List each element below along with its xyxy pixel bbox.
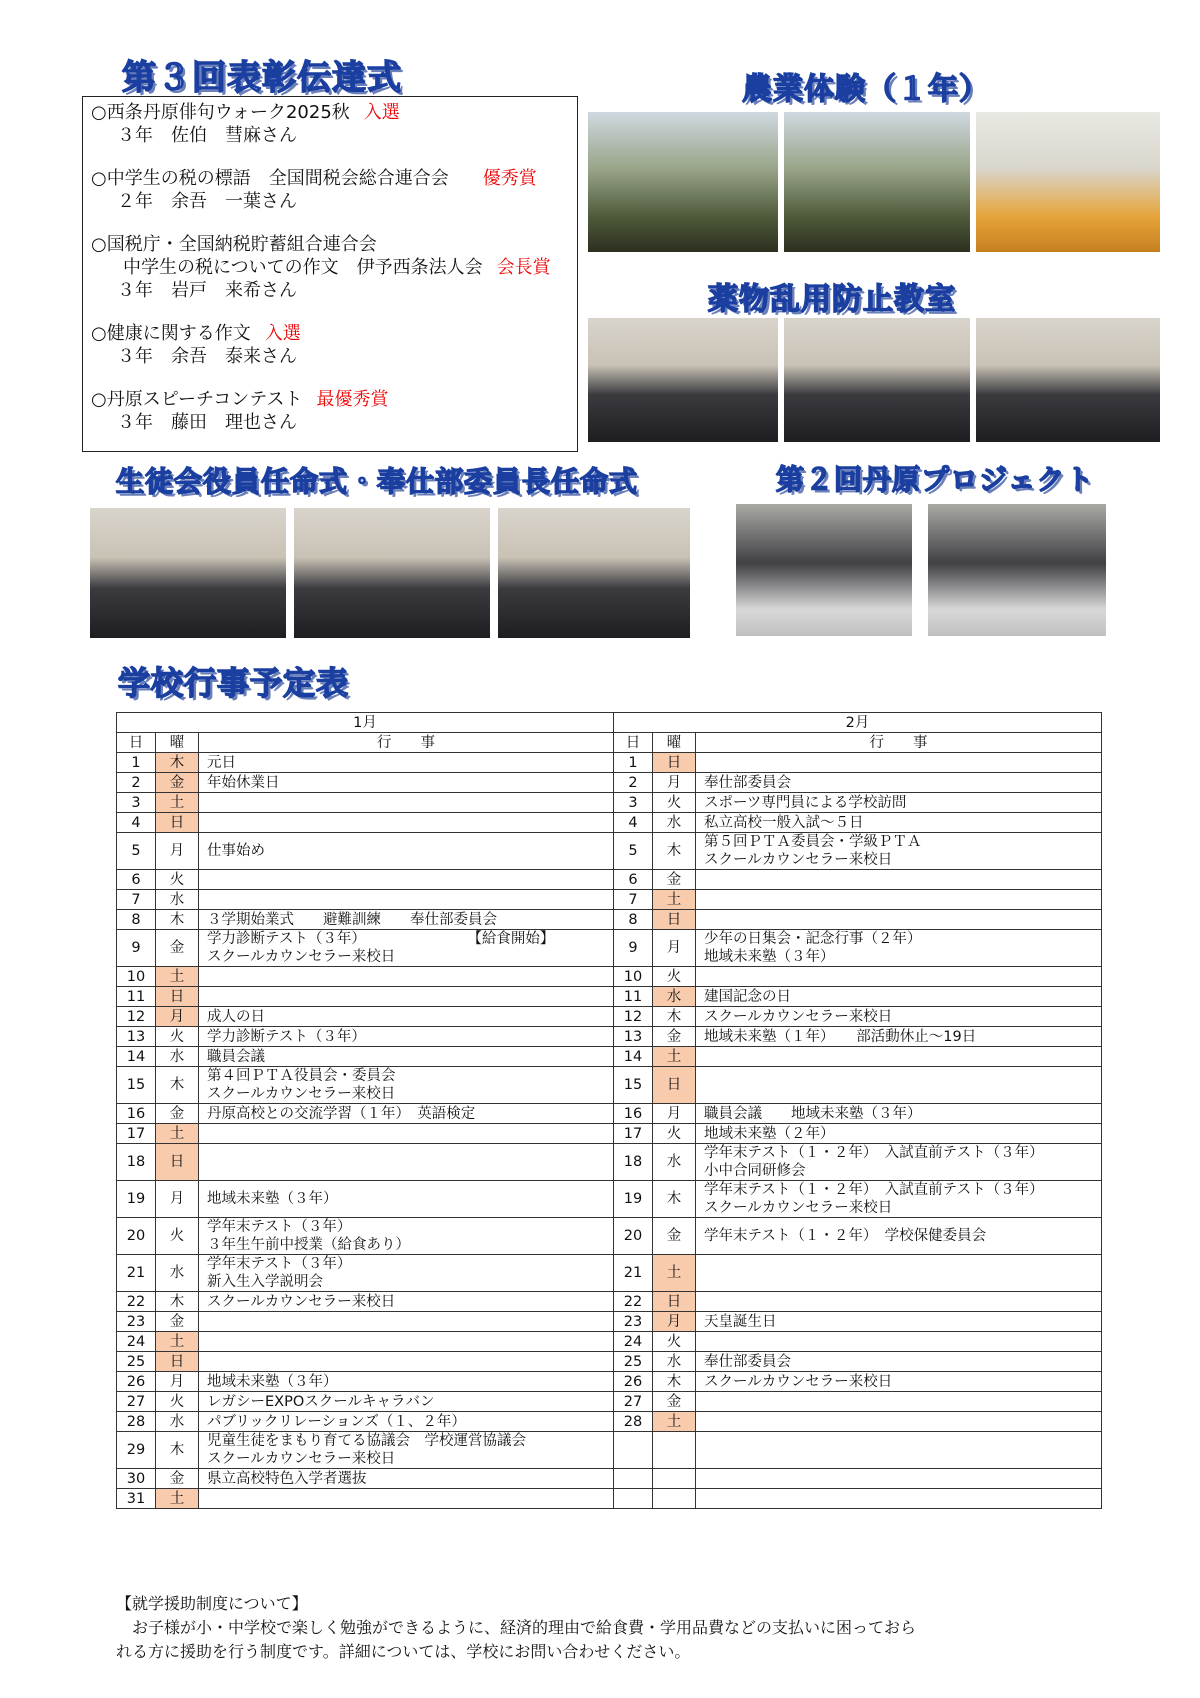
day-cell: 7 (614, 890, 653, 910)
event-cell (696, 967, 1102, 987)
weekday-cell: 木 (653, 833, 696, 870)
weekday-cell: 木 (156, 1067, 199, 1104)
event-cell: 奉仕部委員会 (696, 773, 1102, 793)
award-recipient: ３年 藤田 理也さん (117, 412, 297, 433)
event-cell (696, 1332, 1102, 1352)
event-cell: 学力診断テスト（３年） 【給食開始】 スクールカウンセラー来校日 (199, 930, 614, 967)
event-cell: 学年末テスト（３年） ３年生午前中授業（給食あり） (199, 1218, 614, 1255)
weekday-cell: 月 (156, 833, 199, 870)
note-title: 【就学援助制度について】 (116, 1594, 308, 1613)
weekday-cell: 火 (156, 1218, 199, 1255)
event-cell (199, 1352, 614, 1372)
award-prize: 優秀賞 (482, 168, 537, 189)
weekday-cell: 月 (156, 1181, 199, 1218)
month-header-feb: 2月 (614, 713, 1102, 733)
weekday-cell: 水 (653, 1352, 696, 1372)
award-prize: 会長賞 (496, 257, 551, 278)
event-cell (696, 1292, 1102, 1312)
weekday-cell: 月 (156, 1007, 199, 1027)
event-cell (199, 987, 614, 1007)
weekday-cell: 火 (653, 1332, 696, 1352)
day-cell: 23 (614, 1312, 653, 1332)
weekday-cell: 日 (653, 1292, 696, 1312)
event-cell: 地域未来塾（２年） (696, 1124, 1102, 1144)
event-cell: スポーツ専門員による学校訪問 (696, 793, 1102, 813)
day-cell: 12 (117, 1007, 156, 1027)
weekday-cell: 月 (156, 1372, 199, 1392)
schedule-row (117, 1312, 1102, 1332)
day-cell: 2 (614, 773, 653, 793)
day-cell: 4 (614, 813, 653, 833)
award-subname: 中学生の税についての作文 伊予西条法人会 (123, 257, 483, 278)
weekday-cell: 金 (156, 1104, 199, 1124)
award-recipient: ３年 岩戸 来希さん (117, 280, 297, 301)
day-cell: 21 (614, 1255, 653, 1292)
event-cell (696, 1067, 1102, 1104)
event-cell (199, 793, 614, 813)
event-cell: 地域未来塾（１年） 部活動休止～19日 (696, 1027, 1102, 1047)
event-cell (696, 1469, 1102, 1489)
award-prize: 最優秀賞 (316, 389, 389, 410)
day-cell: 15 (117, 1067, 156, 1104)
day-cell: 10 (614, 967, 653, 987)
event-cell: 地域未来塾（３年） (199, 1181, 614, 1218)
award-item (91, 167, 569, 213)
schedule-row (117, 1432, 1102, 1469)
event-header: 行 事 (696, 733, 1102, 753)
event-cell: 職員会議 地域未来塾（３年） (696, 1104, 1102, 1124)
weekday-cell: 月 (653, 1312, 696, 1332)
event-cell (199, 1124, 614, 1144)
day-cell: 26 (117, 1372, 156, 1392)
schedule-row (117, 1067, 1102, 1104)
council-heading: 生徒会役員任命式・奉仕部委員長任命式 (116, 465, 639, 498)
award-name: ○国税庁・全国納税貯蓄組合連合会 (91, 234, 377, 255)
day-cell: 12 (614, 1007, 653, 1027)
event-cell (696, 1412, 1102, 1432)
schedule-row (117, 1255, 1102, 1292)
day-cell: 31 (117, 1489, 156, 1509)
event-cell (199, 890, 614, 910)
event-cell: 学年末テスト（１・２年） 学校保健委員会 (696, 1218, 1102, 1255)
schedule-row (117, 910, 1102, 930)
weekday-cell: 木 (156, 753, 199, 773)
farm-photo (976, 112, 1160, 252)
weekday-cell: 金 (156, 1469, 199, 1489)
day-cell: 5 (614, 833, 653, 870)
weekday-cell: 日 (653, 753, 696, 773)
schedule-row (117, 1181, 1102, 1218)
event-cell (696, 870, 1102, 890)
day-cell: 11 (117, 987, 156, 1007)
awards-heading: 第３回表彰伝達式 (122, 58, 402, 98)
event-cell: レガシーEXPOスクールキャラバン (199, 1392, 614, 1412)
day-cell: 14 (614, 1047, 653, 1067)
day-cell: 22 (117, 1292, 156, 1312)
day-cell: 15 (614, 1067, 653, 1104)
event-cell (199, 1312, 614, 1332)
weekday-cell: 金 (156, 930, 199, 967)
tanbara-heading: 第２回丹原プロジェクト (776, 463, 1095, 496)
schedule-row (117, 1007, 1102, 1027)
weekday-cell: 日 (653, 1067, 696, 1104)
award-item (91, 101, 569, 147)
day-cell: 17 (614, 1124, 653, 1144)
day-cell: 9 (117, 930, 156, 967)
schedule-row (117, 833, 1102, 870)
weekday-cell: 金 (653, 1218, 696, 1255)
weekday-cell: 土 (156, 1124, 199, 1144)
schedule-row (117, 890, 1102, 910)
award-name: ○西条丹原俳句ウォーク2025秋 (91, 102, 350, 123)
award-name: ○中学生の税の標語 全国間税会総合連合会 (91, 168, 449, 189)
event-cell: パブリックリレーションズ（１、２年） (199, 1412, 614, 1432)
day-cell: 20 (117, 1218, 156, 1255)
farm-photo (784, 112, 970, 252)
weekday-cell: 日 (156, 813, 199, 833)
event-cell: 少年の日集会・記念行事（２年） 地域未来塾（３年） (696, 930, 1102, 967)
weekday-cell: 土 (653, 1255, 696, 1292)
day-cell: 20 (614, 1218, 653, 1255)
weekday-cell: 月 (653, 930, 696, 967)
weekday-cell (653, 1432, 696, 1469)
event-cell (199, 1144, 614, 1181)
day-cell: 13 (614, 1027, 653, 1047)
schedule-row (117, 1027, 1102, 1047)
schedule-table (116, 712, 1102, 1509)
event-cell: 地域未来塾（３年） (199, 1372, 614, 1392)
weekday-cell: 木 (156, 1292, 199, 1312)
schedule-heading: 学校行事予定表 (118, 664, 350, 702)
weekday-cell: 金 (653, 870, 696, 890)
event-cell: 建国記念の日 (696, 987, 1102, 1007)
event-cell (696, 1047, 1102, 1067)
event-cell: 県立高校特色入学者選抜 (199, 1469, 614, 1489)
award-item (91, 388, 569, 434)
tanbara-photo (928, 504, 1106, 636)
farm-heading: 農業体験（１年） (742, 72, 990, 107)
weekday-cell: 金 (653, 1027, 696, 1047)
event-cell (199, 870, 614, 890)
awards-box (82, 96, 578, 452)
event-cell: 学年末テスト（１・２年） 入試直前テスト（３年） スクールカウンセラー来校日 (696, 1181, 1102, 1218)
day-cell: 23 (117, 1312, 156, 1332)
schedule-row (117, 1332, 1102, 1352)
award-item (91, 233, 569, 302)
weekday-cell: 水 (156, 1255, 199, 1292)
day-cell: 9 (614, 930, 653, 967)
event-cell: 第４回ＰＴＡ役員会・委員会 スクールカウンセラー来校日 (199, 1067, 614, 1104)
note-body: お子様が小・中学校で楽しく勉強ができるように、経済的理由で給食費・学用品費などの支払いに困っておら (116, 1618, 917, 1637)
day-header: 日 (117, 733, 156, 753)
event-cell (696, 1489, 1102, 1509)
event-cell: スクールカウンセラー来校日 (696, 1007, 1102, 1027)
schedule-row (117, 1218, 1102, 1255)
day-cell: 25 (614, 1352, 653, 1372)
schedule-row (117, 1047, 1102, 1067)
schedule-row (117, 753, 1102, 773)
schedule-row (117, 1469, 1102, 1489)
weekday-cell: 金 (156, 773, 199, 793)
weekday-header: 曜 (156, 733, 199, 753)
day-cell (614, 1469, 653, 1489)
day-cell: 14 (117, 1047, 156, 1067)
weekday-cell: 木 (653, 1372, 696, 1392)
day-cell: 16 (117, 1104, 156, 1124)
day-cell: 1 (117, 753, 156, 773)
council-photo (294, 508, 490, 638)
day-header: 日 (614, 733, 653, 753)
weekday-cell: 日 (156, 987, 199, 1007)
weekday-cell: 木 (653, 1181, 696, 1218)
event-cell: 仕事始め (199, 833, 614, 870)
event-cell: 私立高校一般入試～５日 (696, 813, 1102, 833)
event-cell: 丹原高校との交流学習（１年） 英語検定 (199, 1104, 614, 1124)
weekday-header: 曜 (653, 733, 696, 753)
day-cell: 1 (614, 753, 653, 773)
event-cell: 天皇誕生日 (696, 1312, 1102, 1332)
event-cell (199, 1332, 614, 1352)
event-cell: スクールカウンセラー来校日 (696, 1372, 1102, 1392)
event-cell: 職員会議 (199, 1047, 614, 1067)
event-cell (696, 753, 1102, 773)
day-cell: 13 (117, 1027, 156, 1047)
day-cell: 8 (117, 910, 156, 930)
month-header-jan: 1月 (117, 713, 614, 733)
weekday-cell: 土 (653, 890, 696, 910)
schedule-row (117, 930, 1102, 967)
note-body: れる方に援助を行う制度です。詳細については、学校にお問い合わせください。 (116, 1642, 691, 1661)
schedule-row (117, 967, 1102, 987)
weekday-cell: 金 (653, 1392, 696, 1412)
weekday-cell: 火 (156, 1027, 199, 1047)
event-cell (199, 1489, 614, 1509)
event-cell: 学年末テスト（３年） 新入生入学説明会 (199, 1255, 614, 1292)
weekday-cell: 月 (653, 773, 696, 793)
day-cell: 18 (614, 1144, 653, 1181)
day-cell: 8 (614, 910, 653, 930)
day-cell: 27 (117, 1392, 156, 1412)
weekday-cell: 火 (653, 1124, 696, 1144)
weekday-cell: 水 (156, 1412, 199, 1432)
day-cell: 19 (614, 1181, 653, 1218)
day-cell: 28 (117, 1412, 156, 1432)
weekday-cell: 水 (653, 1144, 696, 1181)
event-cell (199, 813, 614, 833)
day-cell: 30 (117, 1469, 156, 1489)
day-cell: 24 (614, 1332, 653, 1352)
schedule-row (117, 1292, 1102, 1312)
day-cell: 3 (614, 793, 653, 813)
event-cell (199, 967, 614, 987)
council-photo (90, 508, 286, 638)
award-name: ○健康に関する作文 (91, 323, 251, 344)
weekday-cell (653, 1489, 696, 1509)
assistance-note (116, 1592, 1096, 1664)
event-cell: 成人の日 (199, 1007, 614, 1027)
day-cell: 18 (117, 1144, 156, 1181)
day-cell: 4 (117, 813, 156, 833)
day-cell: 28 (614, 1412, 653, 1432)
event-cell: 年始休業日 (199, 773, 614, 793)
drug-photo (784, 318, 970, 442)
event-cell: スクールカウンセラー来校日 (199, 1292, 614, 1312)
event-cell (696, 890, 1102, 910)
day-cell: 22 (614, 1292, 653, 1312)
day-cell: 10 (117, 967, 156, 987)
event-cell (696, 1392, 1102, 1412)
weekday-cell: 土 (156, 1489, 199, 1509)
weekday-cell: 月 (653, 1104, 696, 1124)
day-cell: 25 (117, 1352, 156, 1372)
event-cell (696, 910, 1102, 930)
award-recipient: ２年 余吾 一葉さん (117, 191, 297, 212)
weekday-cell: 土 (156, 1332, 199, 1352)
weekday-cell: 土 (156, 967, 199, 987)
weekday-cell: 水 (156, 890, 199, 910)
weekday-cell: 火 (156, 1392, 199, 1412)
event-cell: 第５回ＰＴＡ委員会・学級ＰＴＡ スクールカウンセラー来校日 (696, 833, 1102, 870)
schedule-row (117, 1144, 1102, 1181)
weekday-cell (653, 1469, 696, 1489)
day-cell: 5 (117, 833, 156, 870)
event-cell (696, 1255, 1102, 1292)
day-cell: 7 (117, 890, 156, 910)
event-cell: 児童生徒をまもり育てる協議会 学校運営協議会 スクールカウンセラー来校日 (199, 1432, 614, 1469)
weekday-cell: 土 (653, 1412, 696, 1432)
schedule-row (117, 1124, 1102, 1144)
schedule-row (117, 1104, 1102, 1124)
day-cell: 2 (117, 773, 156, 793)
drug-photo (588, 318, 778, 442)
weekday-cell: 水 (653, 987, 696, 1007)
schedule-row (117, 1489, 1102, 1509)
drug-heading: 薬物乱用防止教室 (708, 282, 956, 317)
day-cell: 6 (614, 870, 653, 890)
schedule-row (117, 1412, 1102, 1432)
weekday-cell: 金 (156, 1312, 199, 1332)
award-recipient: ３年 佐伯 彗麻さん (117, 125, 297, 146)
drug-photo (976, 318, 1160, 442)
weekday-cell: 木 (156, 910, 199, 930)
award-item (91, 322, 569, 368)
schedule-row (117, 1392, 1102, 1412)
day-cell: 17 (117, 1124, 156, 1144)
day-cell: 16 (614, 1104, 653, 1124)
schedule-row (117, 793, 1102, 813)
schedule-row (117, 1372, 1102, 1392)
event-cell: 奉仕部委員会 (696, 1352, 1102, 1372)
weekday-cell: 日 (653, 910, 696, 930)
weekday-cell: 土 (653, 1047, 696, 1067)
event-cell (696, 1432, 1102, 1469)
weekday-cell: 日 (156, 1352, 199, 1372)
weekday-cell: 日 (156, 1144, 199, 1181)
schedule-row (117, 987, 1102, 1007)
weekday-cell: 水 (156, 1047, 199, 1067)
award-prize: 入選 (363, 102, 400, 123)
day-cell: 29 (117, 1432, 156, 1469)
council-photo (498, 508, 690, 638)
weekday-cell: 火 (653, 967, 696, 987)
day-cell: 11 (614, 987, 653, 1007)
weekday-cell: 火 (653, 793, 696, 813)
farm-photo (588, 112, 778, 252)
day-cell: 24 (117, 1332, 156, 1352)
weekday-cell: 木 (156, 1432, 199, 1469)
weekday-cell: 火 (156, 870, 199, 890)
day-cell: 3 (117, 793, 156, 813)
award-name: ○丹原スピーチコンテスト (91, 389, 303, 410)
tanbara-photo (736, 504, 912, 636)
award-recipient: ３年 余吾 泰来さん (117, 346, 297, 367)
day-cell: 21 (117, 1255, 156, 1292)
day-cell (614, 1489, 653, 1509)
event-cell: 元日 (199, 753, 614, 773)
event-cell: 学年末テスト（１・２年） 入試直前テスト（３年） 小中合同研修会 (696, 1144, 1102, 1181)
day-cell: 19 (117, 1181, 156, 1218)
award-prize: 入選 (264, 323, 301, 344)
weekday-cell: 木 (653, 1007, 696, 1027)
schedule-row (117, 870, 1102, 890)
day-cell: 27 (614, 1392, 653, 1412)
event-header: 行 事 (199, 733, 614, 753)
schedule-row (117, 813, 1102, 833)
event-cell: ３学期始業式 避難訓練 奉仕部委員会 (199, 910, 614, 930)
schedule-row (117, 773, 1102, 793)
event-cell: 学力診断テスト（３年） (199, 1027, 614, 1047)
weekday-cell: 土 (156, 793, 199, 813)
day-cell: 26 (614, 1372, 653, 1392)
weekday-cell: 水 (653, 813, 696, 833)
schedule-row (117, 1352, 1102, 1372)
day-cell: 6 (117, 870, 156, 890)
day-cell (614, 1432, 653, 1469)
